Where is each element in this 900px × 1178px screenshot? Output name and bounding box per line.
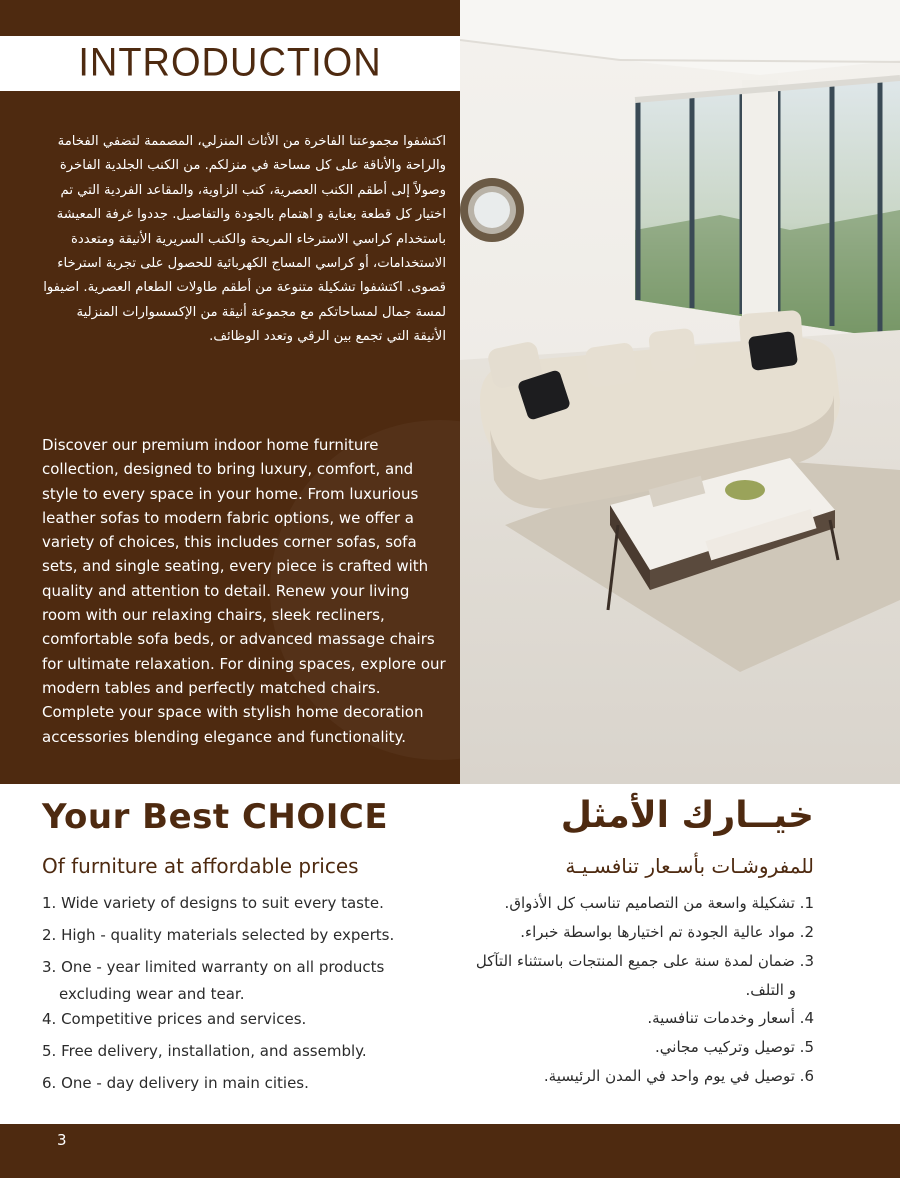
list-item: 3. One - year limited warranty on all products <box>42 958 385 976</box>
list-item: 1. Wide variety of designs to suit every taste. <box>42 894 384 912</box>
arabic-choice-subtitle: للمفروشـات بأسـعار تنافسـيـة <box>565 854 814 878</box>
footer-bar <box>0 1124 900 1178</box>
list-item: 4. أسعار وخدمات تنافسية. <box>647 1009 814 1027</box>
list-item: 1. تشكيلة واسعة من التصاميم تناسب كل الأذواق. <box>504 894 814 912</box>
living-room-photo <box>460 0 900 784</box>
list-item-continued: و التلف. <box>745 981 796 999</box>
list-item: 5. توصيل وتركيب مجاني. <box>655 1038 814 1056</box>
intro-arabic-text: اكتشفوا مجموعتنا الفاخرة من الأثاث المنزلي، المصممة لتضفي الفخامة والراحة والأناقة على كل مساحة في منزلكم. من الكنب الجلدية الفاخرة وصولاً إلى أطقم الكنب العصرية، كنب الزاوية، والمقاعد الفردية التي تم اختيار كل قطعة بعناية و اهتمام بالجودة والتفاصيل. جددوا غرفة المعيشة باستخدام كراسي الاسترخاء المريحة والكنب السريرية الأنيقة ومتعددة الاستخدامات، أو كراسي المساج الكهربائية للحصول على تجربة استرخاء قصوى. اكتشفوا تشكيلة متنوعة من أطقم طاولات الطعام العصرية. اضيفوا لمسة جمال لمساحاتكم مع مجموعة أنيقة من الإكسسوارات المنزلية الأنيقة التي تجمع بين الرقي وتعدد الوظائف. <box>43 134 446 345</box>
list-item: 3. ضمان لمدة سنة على جميع المنتجات باستثناء التآكل <box>475 952 814 970</box>
list-item: 2. مواد عالية الجودة تم اختيارها بواسطة خبراء. <box>520 923 814 941</box>
list-item: 6. One - day delivery in main cities. <box>42 1074 309 1092</box>
page-number: 3 <box>57 1131 67 1149</box>
best-choice-subtitle: Of furniture at affordable prices <box>42 854 359 878</box>
list-item: 5. Free delivery, installation, and assembly. <box>42 1042 367 1060</box>
list-item: 2. High - quality materials selected by experts. <box>42 926 395 944</box>
intro-english-text: Discover our premium indoor home furniture collection, designed to bring luxury, comfort, and style to every space in your home. From luxurious leather sofas to modern fabric options, we offer a variety of choices, this includes corner sofas, sofa sets, and single seating, every piece is crafted with quality and attention to detail. Renew your living room with our relaxing chairs, sleek recliners, comfortable sofa beds, or advanced massage chairs for ultimate relaxation. For dining spaces, explore our modern tables and perfectly matched chairs. Complete your space with stylish home decoration accessories blending elegance and functionality. <box>42 436 446 746</box>
list-item: 4. Competitive prices and services. <box>42 1010 307 1028</box>
list-item-continued: excluding wear and tear. <box>59 985 245 1003</box>
list-item: 6. توصيل في يوم واحد في المدن الرئيسية. <box>543 1067 814 1085</box>
best-choice-title: Your Best CHOICE <box>42 797 389 837</box>
intro-heading: INTRODUCTION <box>78 40 382 86</box>
sunburst-mirror <box>460 178 524 242</box>
intro-banner <box>0 36 460 91</box>
arabic-choice-title: خيــارك الأمثل <box>560 795 814 836</box>
